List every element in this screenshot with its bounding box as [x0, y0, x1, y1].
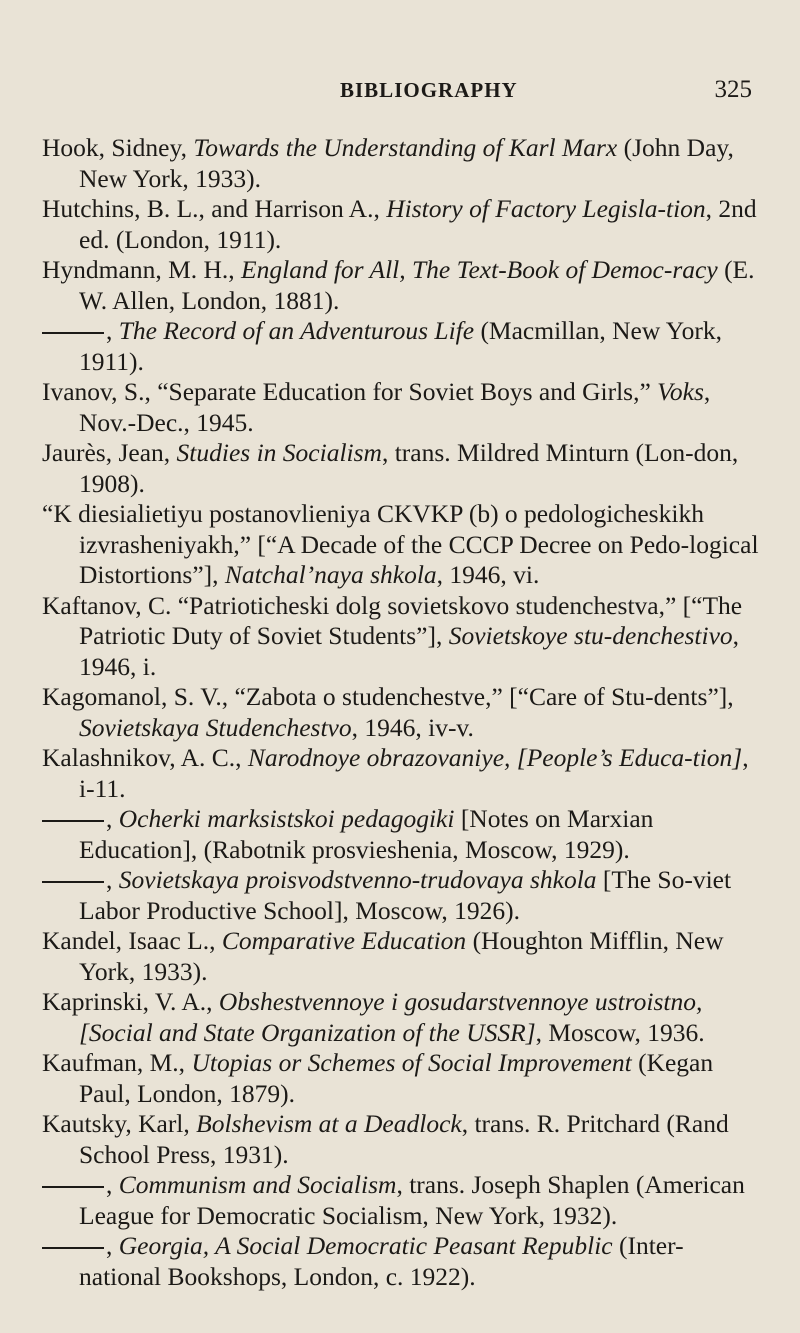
bibliography-entry: Kalashnikov, A. C., Narodnoye obrazovaniye, [People’s Educa-tion], i-11.	[42, 743, 749, 803]
running-head: BIBLIOGRAPHY	[340, 78, 518, 102]
bibliography-entry: , Sovietskaya proisvodstvenno-trudovaya shkola [The So-viet Labor Productive School], Moscow, 1926).	[42, 865, 764, 926]
bibliography-entry: , Communism and Socialism, trans. Joseph Shaplen (American League for Democratic Socialism, New York, 1932).	[42, 1170, 764, 1231]
page-number: 325	[714, 76, 752, 103]
bibliography-list	[42, 133, 764, 1292]
ditto-dash	[42, 820, 104, 822]
ditto-dash	[42, 332, 104, 334]
bibliography-entry: Kandel, Isaac L., Comparative Education (Houghton Mifflin, New York, 1933).	[42, 926, 724, 986]
bibliography-entry: Hutchins, B. L., and Harrison A., History of Factory Legisla-tion, 2nd ed. (London, 1911).	[42, 194, 757, 254]
bibliography-entry: , The Record of an Adventurous Life (Macmillan, New York, 1911).	[42, 316, 764, 377]
ditto-dash	[42, 881, 104, 883]
bibliography-entry: , Ocherki marksistskoi pedagogiki [Notes on Marxian Education], (Rabotnik prosvieshenia, Moscow, 1929).	[42, 804, 764, 865]
bibliography-entry: Jaurès, Jean, Studies in Socialism, trans. Mildred Minturn (Lon-don, 1908).	[42, 438, 739, 498]
bibliography-entry: Ivanov, S., “Separate Education for Soviet Boys and Girls,” Voks, Nov.-Dec., 1945.	[42, 377, 711, 437]
bibliography-entry: Kaftanov, C. “Patrioticheski dolg sovietskovo studenchestva,” [“The Patriotic Duty of Soviet Students”], Sovietskoye stu-denchestivo, 1946, i.	[42, 590, 743, 681]
bibliography-entry: Hook, Sidney, Towards the Understanding of Karl Marx (John Day, New York, 1933).	[42, 133, 734, 193]
bibliography-entry: Kagomanol, S. V., “Zabota o studenchestve,” [“Care of Stu-dents”], Sovietskaya Studenchestvo, 1946, iv-v.	[42, 682, 734, 742]
ditto-dash	[42, 1186, 104, 1188]
bibliography-entry: Kaufman, M., Utopias or Schemes of Social Improvement (Kegan Paul, London, 1879).	[42, 1048, 714, 1108]
ditto-dash	[42, 1247, 104, 1249]
bibliography-entry: , Georgia, A Social Democratic Peasant Republic (Inter-national Bookshops, London, c. 1922).	[42, 1231, 764, 1292]
bibliography-entry: “K diesialietiyu postanovlieniya CKVKP (b) o pedologicheskikh izvrasheniyakh,” [“A Decade of the CCCP Decree on Pedo-logical Distortions”], Natchal’naya shkola, 1946, vi.	[42, 499, 759, 589]
bibliography-entry: Kautsky, Karl, Bolshevism at a Deadlock, trans. R. Pritchard (Rand School Press, 1931).	[42, 1109, 729, 1169]
bibliography-entry: Kaprinski, V. A., Obshestvennoye i gosudarstvennoye ustroistno, [Social and State Organization of the USSR], Moscow, 1936.	[42, 987, 705, 1047]
page-header	[0, 78, 800, 112]
bibliography-entry: Hyndmann, M. H., England for All, The Text-Book of Democ-racy (E. W. Allen, London, 1881).	[42, 255, 755, 315]
